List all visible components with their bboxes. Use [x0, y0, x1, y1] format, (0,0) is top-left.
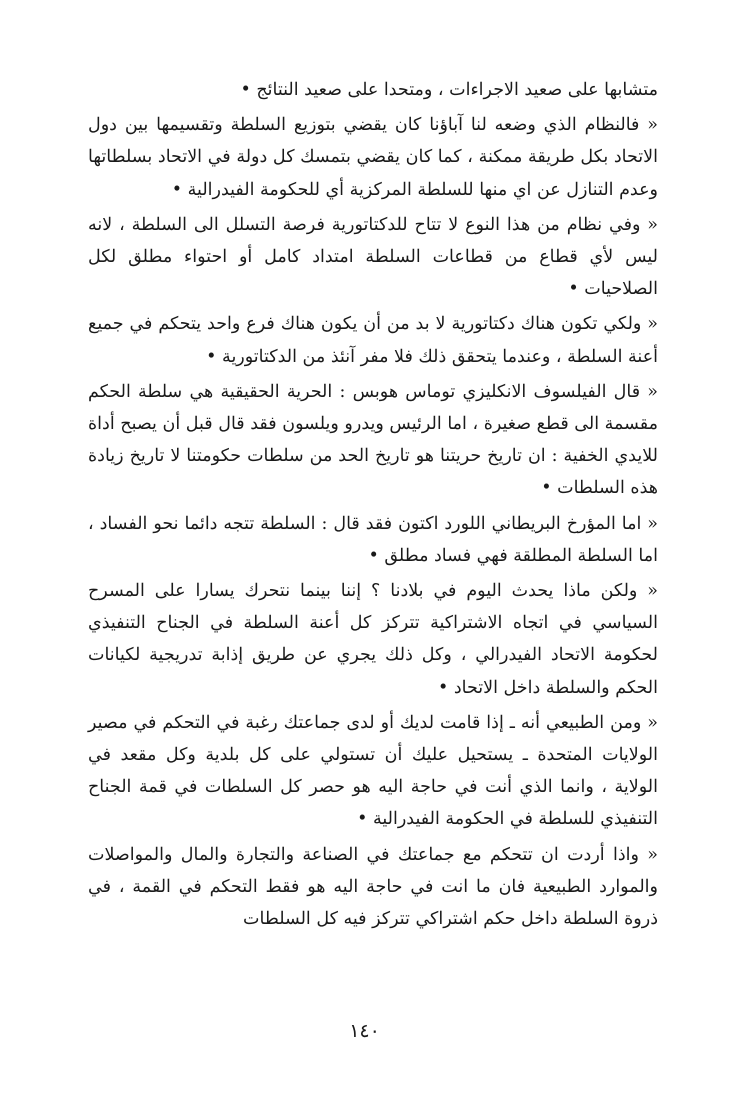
paragraph-continuation: متشابها على صعيد الاجراءات ، ومتحدا على صعيد النتائج •	[240, 80, 658, 100]
paragraph-distribution-of-power: « فالنظام الذي وضعه لنا آباؤنا كان يقضي بتوزيع السلطة وتقسيمها بين دول الاتحاد بكل طريقة ممكنة ، كما كان يقضي بتمسك كل دولة في الاتحاد بسلطاتها وعدم التنازل عن اي منها للسلطة المركزية أي للحكومة الفيدرالية •	[88, 115, 658, 200]
paragraph-no-dictatorship: « وفي نظام من هذا النوع لا تتاح للدكتاتورية فرصة التسلل الى السلطة ، لانه ليس لأي قطاع من قطاعات السلطة امتداد كامل أو احتواء مطلق لكل الصلاحيات •	[88, 214, 658, 300]
paragraph-hobbes-wilson: « قال الفيلسوف الانكليزي توماس هوبس : الحرية الحقيقية هي سلطة الحكم مقسمة الى قطع صغيرة ، اما الرئيس ويدرو ويلسون فقد قال قبل أن يصبح أداة للايدي الخفية : ان تاريخ حريتنا هو تاريخ الحد من سلطات حكومتنا لا تاريخ زيادة هذه السلطات •	[88, 381, 658, 499]
paragraph-single-branch: « ولكي تكون هناك دكتاتورية لا بد من أن يكون هناك فرع واحد يتحكم في جميع أعنة السلطة ، وعندما يتحقق ذلك فلا مفر آنئذ من الدكتاتورية •	[88, 314, 658, 367]
paragraph-control-industry: « واذا أردت ان تتحكم مع جماعتك في الصناعة والتجارة والمال والمواصلات والموارد الطبيعية فان ما انت في حاجة اليه هو فقط التحكم في القمة ، في ذروة السلطة داخل حكم اشتراكي تتركز فيه كل السلطات	[88, 844, 658, 930]
paragraph-acton: « اما المؤرخ البريطاني اللورد اكتون فقد قال : السلطة تتجه دائما نحو الفساد ، اما السلطة المطلقة فهي فساد مطلق •	[88, 513, 658, 566]
paragraph-today: « ولكن ماذا يحدث اليوم في بلادنا ؟ إننا بينما نتحرك يسارا على المسرح السياسي في اتجاه الاشتراكية تتركز كل أعنة السلطة في الجناح التنفيذي لحكومة الاتحاد الفيدرالي ، وكل ذلك يجري عن طريق إذابة تدريجية لكيانات الحكم والسلطة داخل الاتحاد •	[88, 581, 658, 698]
paragraph-control-states: « ومن الطبيعي أنه ـ إذا قامت لديك أو لدى جماعتك رغبة في التحكم في مصير الولايات المتحدة ـ يستحيل عليك أن تستولي على كل بلدية وكل مقعد في الولاية ، وانما الذي أنت في حاجة اليه هو حصر كل السلطات في قمة الجناح التنفيذي للسلطة في الحكومة الفيدرالية •	[88, 712, 658, 830]
body-text	[88, 74, 658, 938]
page-number: ١٤٠	[349, 1020, 380, 1042]
